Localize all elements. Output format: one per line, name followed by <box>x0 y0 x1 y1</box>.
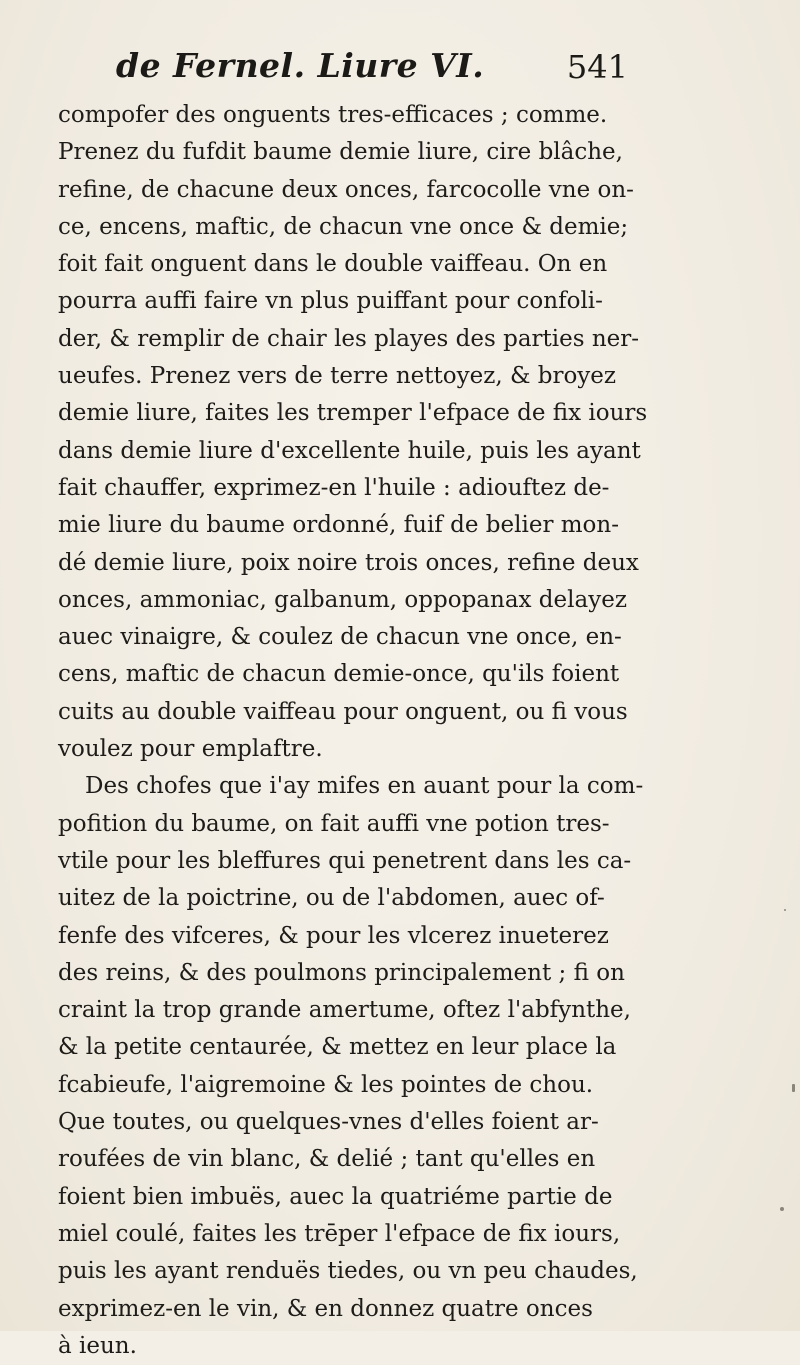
text-line: fcabieufe, l'aigremoine & les pointes de chou. <box>58 1071 594 1098</box>
text-line: dé demie liure, poix noire trois onces, refine deux <box>58 549 639 576</box>
text-line: vtile pour les bleffures qui penetrent dans les ca- <box>58 847 632 874</box>
text-line: refine, de chacune deux onces, farcocolle vne on- <box>58 176 634 203</box>
text-line: uitez de la poictrine, ou de l'abdomen, auec of- <box>58 885 605 912</box>
paper-speck <box>792 1084 795 1092</box>
text-line: cens, maftic de chacun demie-once, qu'ils foient <box>58 661 620 688</box>
text-line: pofition du baume, on fait auffi vne potion tres- <box>58 810 610 837</box>
text-line: Que toutes, ou quelques-vnes d'elles foient ar- <box>58 1109 599 1136</box>
text-line: & la petite centaurée, & mettez en leur place la <box>58 1034 617 1061</box>
text-line: foient bien imbuës, auec la quatriéme partie de <box>58 1183 613 1210</box>
page-number: 541 <box>566 48 628 86</box>
text-line: à ieun. <box>58 1332 137 1359</box>
text-line: cuits au double vaiffeau pour onguent, ou fi vous <box>58 698 628 725</box>
text-line: ce, encens, maftic, de chacun vne once & demie; <box>58 213 629 240</box>
text-line: puis les ayant renduës tiedes, ou vn peu chaudes, <box>58 1258 638 1285</box>
text-line: fait chauffer, exprimez-en l'huile : adiouftez de- <box>58 474 610 501</box>
text-line: voulez pour emplaftre. <box>58 736 323 763</box>
text-line: foit fait onguent dans le double vaiffeau. On en <box>58 251 608 278</box>
text-line: miel coulé, faites les trēper l'efpace de fix iours, <box>58 1220 621 1247</box>
text-line: compofer des onguents tres-efficaces ; comme. <box>58 102 608 128</box>
text-line: fenfe des vifceres, & pour les vlcerez inueterez <box>58 922 609 949</box>
text-line: Prenez du fufdit baume demie liure, cire blâche, <box>58 139 623 166</box>
text-line: auec vinaigre, & coulez de chacun vne once, en- <box>58 624 622 651</box>
text-line: exprimez-en le vin, & en donnez quatre onces <box>58 1295 593 1322</box>
text-line: onces, ammoniac, galbanum, oppopanax delayez <box>58 586 627 613</box>
text-line: Des chofes que i'ay mifes en auant pour la com- <box>85 773 644 800</box>
text-line: ueufes. Prenez vers de terre nettoyez, & broyez <box>58 363 617 390</box>
text-line: des reins, & des poulmons principalement ; fi on <box>58 959 625 986</box>
text-line: roufées de vin blanc, & delié ; tant qu'elles en <box>58 1146 596 1173</box>
text-line: craint la trop grande amertume, oftez l'abfynthe, <box>58 997 631 1024</box>
text-line: pourra auffi faire vn plus puiffant pour confoli- <box>58 288 603 315</box>
running-head-title: de Fernel. Liure VI. <box>116 46 485 85</box>
text-line: demie liure, faites les tremper l'efpace de fix iours <box>58 400 648 427</box>
text-line: mie liure du baume ordonné, fuif de belier mon- <box>58 512 619 539</box>
running-head <box>108 44 628 92</box>
body-text <box>58 97 764 1365</box>
text-line: dans demie liure d'excellente huile, puis les ayant <box>58 437 641 464</box>
text-line: der, & remplir de chair les playes des parties ner- <box>58 325 640 352</box>
paper-speck <box>780 1207 784 1211</box>
paper-speck <box>784 909 786 911</box>
